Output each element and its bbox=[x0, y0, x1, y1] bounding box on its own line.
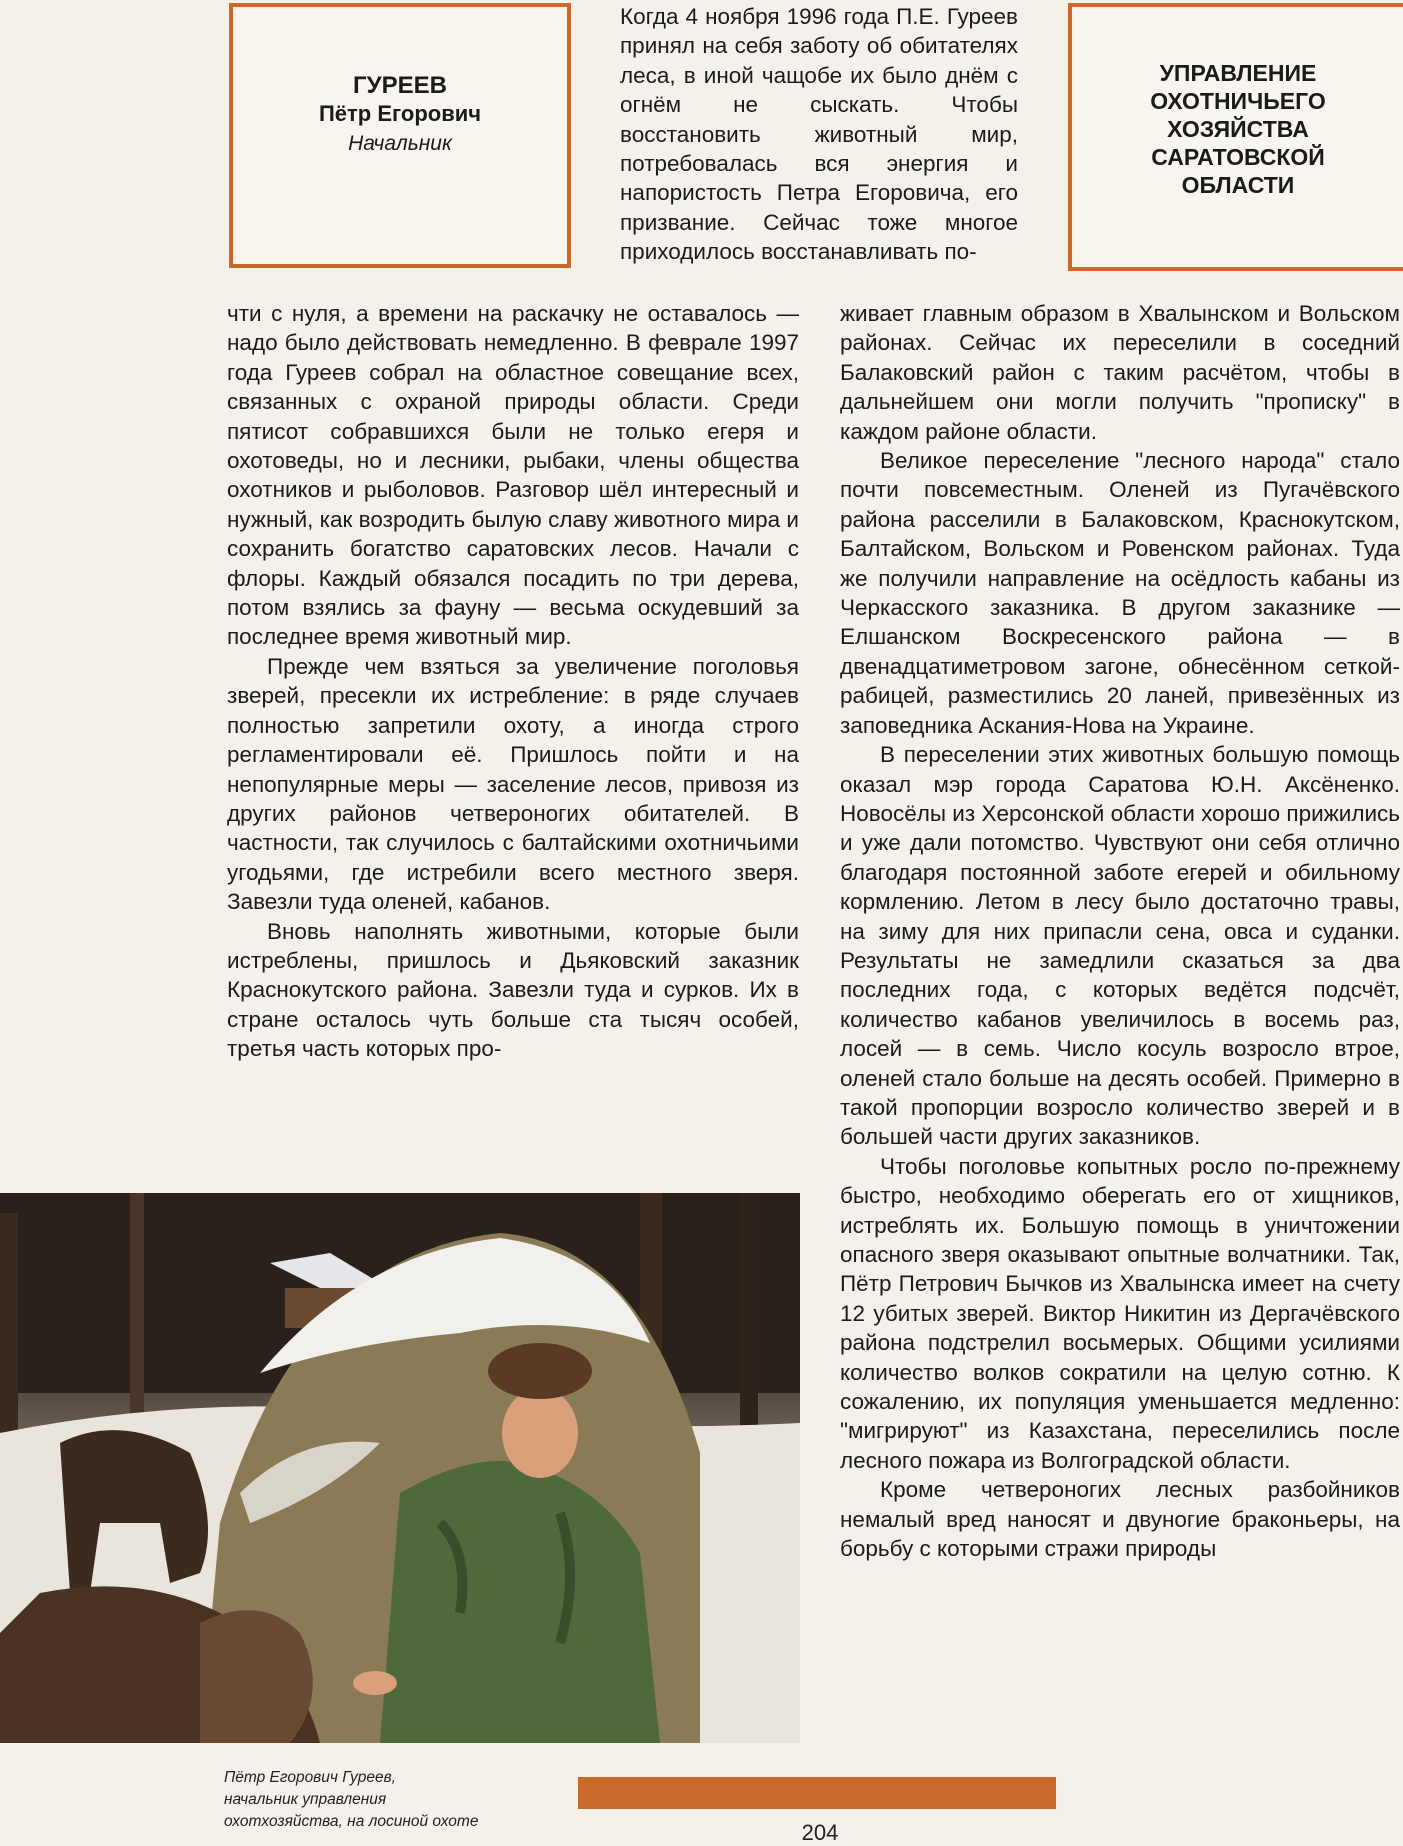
org-box bbox=[1068, 3, 1403, 271]
org-line: ХОЗЯЙСТВА bbox=[1167, 116, 1309, 142]
photo-illustration bbox=[0, 1193, 800, 1743]
article-paragraph: Великое переселение "лесного народа" стало почти повсеместным. Оленей из Пугачёвского района расселили в Балаковском, Краснокутском, Балтайском, Вольском и Ровенском районах. Туда же получили направление на осёдлость кабаны из Черкасского заказника. В другом заказнике — Елшанском Воскресенского района — в двенадцатиметровом загоне, обнесённом сеткой-рабицей, разместились 20 ланей, привезённых из заповедника Аскания-Нова на Украине. bbox=[840, 448, 1400, 738]
article-paragraph: живает главным образом в Хвалынском и Вольском районах. Сейчас их переселили в соседний Балаковский район с таким расчётом, чтобы в дальнейшем они могли получить "прописку" в каждом районе области. bbox=[840, 301, 1400, 444]
photo-caption bbox=[224, 1767, 524, 1833]
org-line: САРАТОВСКОЙ bbox=[1151, 144, 1325, 170]
decorative-bar bbox=[578, 1777, 1056, 1809]
person-given-names: Пётр Егорович bbox=[318, 101, 482, 126]
page-number: 204 bbox=[801, 1820, 839, 1845]
article-paragraph: Когда 4 ноября 1996 года П.Е. Гуреев принял на себя заботу об обитателях леса, в иной чащобе их было днём с огнём не сыскать. Чтобы восстановить животный мир, потребовалась вся энергия и напористость Петра Егоровича, его призвание. Сейчас тоже многое приходилось восстанавливать по- bbox=[620, 4, 1018, 265]
caption-line: начальник управления bbox=[224, 1791, 387, 1808]
article-paragraph: Прежде чем взяться за увеличение поголовья зверей, пресекли их истребление: в ряде случаев полностью запретили охоту, а иногда строго регламентировали её. Пришлось пойти и на непопулярные меры — заселение лесов, привозя из других районов четвероногих обитателей. В частности, так случилось с балтайскими охотничьими угодьями, где истребили всего местного зверя. Завезли туда оленей, кабанов. bbox=[227, 653, 799, 915]
person-surname: ГУРЕЕВ bbox=[353, 72, 447, 99]
article-paragraph: Вновь наполнять животными, которые были истреблены, пришлось и Дьяковский заказник Краснокутского района. Завезли туда и сурков. Их в стране осталось чуть больше ста тысяч особей, третья часть которых про- bbox=[227, 918, 799, 1062]
article-paragraph: чти с нуля, а времени на раскачку не оставалось — надо было действовать немедленно. В феврале 1997 года Гуреев собрал на областное совещание всех, связанных с охраной природы области. Среди пятисот собравшихся были не только егеря и охотоведы, но и лесники, рыбаки, члены общества охотников и рыболовов. Разговор шёл интересный и нужный, как возродить былую славу животного мира и сохранить богатство саратовских лесов. Начали с флоры. Каждый обязался посадить по три дерева, потом взялись за фауну — весьма оскудевший за последнее время животный мир. bbox=[227, 301, 799, 650]
person-role: Начальник bbox=[348, 132, 452, 155]
org-line: ОБЛАСТИ bbox=[1181, 172, 1295, 198]
article-right-column bbox=[840, 299, 1400, 1563]
person-box bbox=[229, 3, 571, 268]
article-paragraph: Кроме четвероногих лесных разбойников немалый вред наносят и двуногие браконьеры, на борьбу с которыми стражи природы bbox=[840, 1477, 1400, 1562]
org-line: УПРАВЛЕНИЕ bbox=[1159, 60, 1317, 86]
article-top-column bbox=[620, 2, 1018, 267]
caption-line: охотхозяйства, на лосиной охоте bbox=[224, 1813, 479, 1830]
org-line: ОХОТНИЧЬЕГО bbox=[1150, 88, 1326, 114]
hunting-photo bbox=[0, 1193, 800, 1743]
article-paragraph: В переселении этих животных большую помощь оказал мэр города Саратова Ю.Н. Аксёненко. Новосёлы из Херсонской области хорошо прижились и уже дали потомство. Чувствуют они себя отлично благодаря постоянной заботе егерей и обильному кормлению. Летом в лесу было достаточно травы, на зиму для них припасли сена, овса и суданки. Результаты не замедлили сказаться за два последних года, с которых ведётся подсчёт, количество кабанов увеличилось в восемь раз, лосей — в семь. Число косуль возросло втрое, оленей стало больше на десять особей. Примерно в такой пропорции возросло количество зверей и в большей части других заказников. bbox=[840, 742, 1400, 1150]
caption-line: Пётр Егорович Гуреев, bbox=[224, 1769, 396, 1786]
article-paragraph: Чтобы поголовье копытных росло по-прежнему быстро, необходимо оберегать его от хищников, истреблять их. Большую помощь в уничтожении опасного зверя оказывают опытные волчатники. Так, Пётр Петрович Бычков из Хвалынска имеет на счету 12 убитых зверей. Виктор Никитин из Дергачёвского района подстрелил восьмерых. Общими усилиями количество волков сократили на целую сотню. К сожалению, их популяция уменьшается медленно: "мигрируют" из Казахстана, переселились после лесного пожара из Волгоградской области. bbox=[840, 1153, 1400, 1473]
article-left-column bbox=[227, 299, 799, 1064]
